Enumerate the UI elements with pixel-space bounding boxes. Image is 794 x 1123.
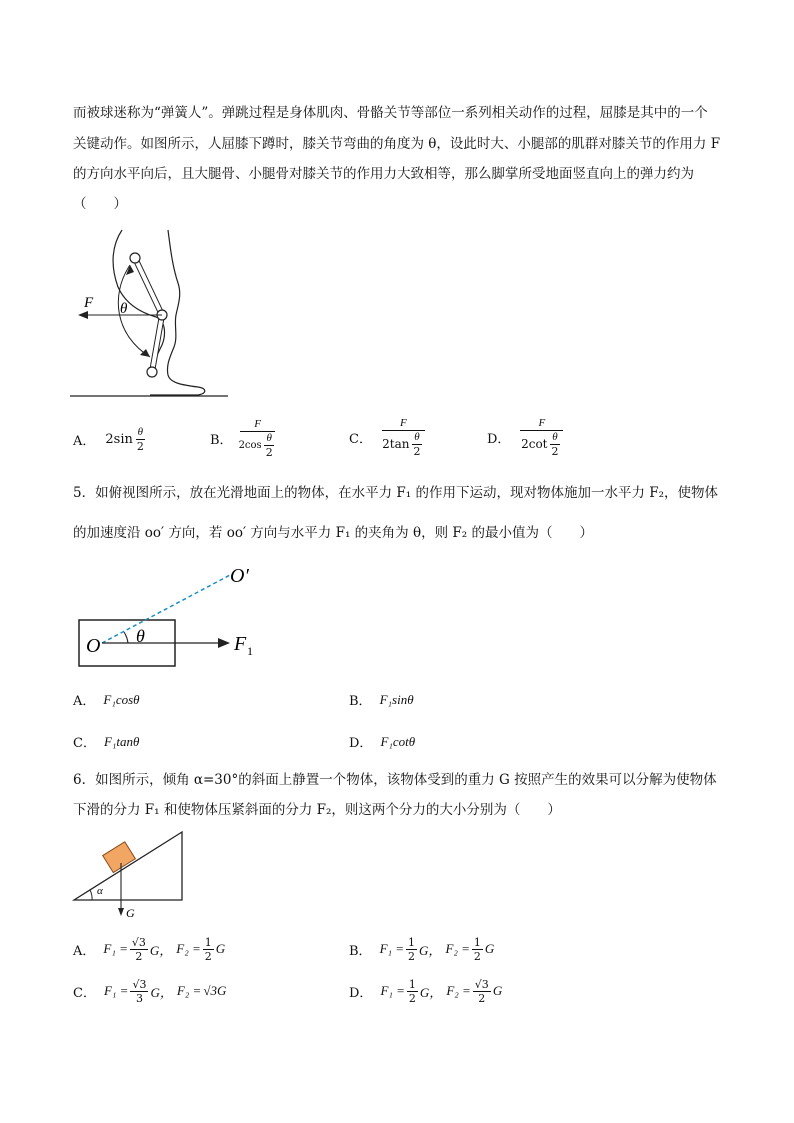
option-c-den-den: 2	[413, 444, 421, 458]
option-letter: C．	[73, 736, 96, 751]
option-c-text: F₁tanθ	[103, 733, 140, 749]
option-d-f2: F₂ =	[446, 983, 471, 998]
q6-option-d[interactable]	[349, 974, 502, 1008]
option-b-f1: F₁ =	[379, 941, 405, 956]
option-letter: A．	[73, 433, 96, 449]
q4-text-line-3: 的方向水平向后，且大腿骨、小腿骨对膝关节的作用力大致相等，那么脚掌所受地面竖直向上的弹力约为	[73, 166, 694, 182]
q6-text-line-2: 下滑的分力 F₁ 和使物体压紧斜面的分力 F₂，则这两个分力的大小分别为（ ）	[73, 802, 561, 818]
theta-label: θ	[120, 301, 128, 317]
q5-text-line-1: 5．如俯视图所示，放在光滑地面上的物体，在水平力 F₁ 的作用下运动，现对物体施加一水平力 F₂，使物体	[73, 485, 719, 501]
q5-text-line-2: 的加速度沿 oo′ 方向，若 oo′ 方向与水平力 F₁ 的夹角为 θ，则 F₂ 的最小值为（ ）	[73, 525, 593, 541]
option-a-f1-den: 2	[135, 949, 143, 963]
block-on-incline	[103, 842, 136, 873]
option-c-f1-den: 3	[135, 991, 143, 1005]
option-d-f2-tail: G	[492, 983, 503, 998]
q4-option-a[interactable]	[73, 422, 148, 456]
option-b-f1-den: 2	[408, 949, 416, 963]
option-d-den-coef: 2cot	[521, 437, 548, 451]
option-d-num: F	[520, 417, 563, 431]
option-a-f1-num: √3	[131, 935, 146, 949]
option-b-f2: F₂ =	[445, 941, 470, 956]
o-label: O	[86, 635, 101, 657]
option-a-text: F₁cosθ	[103, 691, 140, 707]
option-b-den-coef: 2cos	[238, 439, 262, 451]
q5-option-a[interactable]	[73, 690, 140, 709]
q6-option-b[interactable]	[349, 932, 494, 966]
option-d-den-num: θ	[552, 430, 558, 443]
option-b-f2-den: 2	[473, 949, 481, 963]
option-letter: D．	[349, 736, 373, 751]
option-letter: A．	[73, 694, 96, 709]
option-c-f2: F₂ =	[176, 983, 202, 998]
option-letter: A．	[73, 943, 96, 959]
q4-option-d[interactable]	[487, 412, 565, 462]
option-letter: C．	[73, 985, 96, 1001]
hip-joint	[130, 253, 140, 263]
option-c-num: F	[382, 417, 425, 431]
q4-option-b[interactable]	[210, 416, 279, 460]
q4-leg-figure	[70, 225, 230, 400]
q5-option-d[interactable]	[349, 732, 415, 751]
force-label: F	[84, 295, 94, 311]
q4-option-c[interactable]	[349, 412, 427, 462]
f1-subscript: 1	[247, 644, 253, 658]
option-d-f1-tail: G，	[419, 984, 443, 1000]
option-a-den: 2	[136, 439, 144, 453]
ankle-joint	[147, 367, 157, 377]
incline-triangle	[74, 832, 182, 900]
f1-label: F	[234, 633, 247, 655]
option-d-den-den: 2	[551, 444, 559, 458]
alpha-arc	[90, 890, 92, 900]
q5-top-view-figure	[70, 560, 270, 672]
option-letter: D．	[487, 431, 511, 447]
force-arrow-head	[78, 311, 88, 319]
option-d-f1: F₁ =	[380, 983, 405, 998]
q5-option-c[interactable]	[73, 732, 139, 751]
option-letter: C．	[349, 431, 372, 447]
option-c-f2-text: √3G	[203, 983, 227, 998]
option-d-f2-den: 2	[478, 991, 486, 1005]
alpha-label: α	[97, 885, 103, 897]
option-d-f1-num: 1	[408, 977, 416, 991]
option-d-f2-num: √3	[474, 977, 489, 991]
q6-incline-figure	[70, 828, 190, 924]
option-c-f1-tail: G，	[150, 984, 173, 1000]
option-b-den-num: θ	[266, 431, 272, 444]
option-c-f1: F₁ =	[103, 983, 129, 998]
option-b-f1-tail: G，	[419, 942, 442, 958]
option-b-text: F₁sinθ	[379, 691, 414, 707]
g-label: G	[126, 906, 135, 920]
q6-text-line-1: 6．如图所示，倾角 α=30°的斜面上静置一个物体，该物体受到的重力 G 按照产生的效果可以分解为使物体	[73, 772, 717, 788]
option-a-f2: F₂ =	[176, 941, 201, 956]
option-b-den-den: 2	[265, 445, 273, 459]
option-letter: B．	[349, 943, 372, 959]
option-letter: B．	[210, 432, 233, 448]
q4-text-line-2: 关键动作。如图所示，人屈膝下蹲时，膝关节弯曲的角度为 θ，设此时大、小腿部的肌群对膝关节的作用力 F	[73, 136, 721, 152]
option-b-f2-num: 1	[473, 935, 481, 949]
option-b-f2-tail: G	[484, 941, 495, 956]
option-a-num: θ	[137, 425, 144, 438]
q6-option-a[interactable]	[73, 932, 225, 966]
f1-arrow-head	[218, 638, 230, 648]
option-d-f1-den: 2	[408, 991, 416, 1005]
q6-option-c[interactable]	[73, 974, 226, 1008]
option-letter: B．	[349, 694, 372, 709]
option-c-f1-num: √3	[132, 977, 147, 991]
option-c-den-num: θ	[414, 430, 420, 443]
o-prime-label: O′	[230, 565, 249, 587]
q4-text-line-1: 而被球迷称为“弹簧人”。弹跳过程是身体肌肉、骨骼关节等部位一系列相关动作的过程，屈膝是其中的一个	[73, 105, 708, 121]
option-c-den-coef: 2tan	[382, 437, 410, 451]
q4-text-line-4: （ ）	[73, 196, 127, 212]
theta-label: θ	[136, 626, 145, 646]
option-a-f2-tail: G	[215, 941, 226, 956]
q5-option-b[interactable]	[349, 690, 414, 709]
option-letter: D．	[349, 985, 373, 1001]
option-d-text: F₁cotθ	[380, 733, 416, 749]
option-a-f1: F₁ =	[103, 941, 128, 956]
option-b-f1-num: 1	[408, 935, 416, 949]
option-a-coef: 2sin	[105, 431, 133, 447]
option-a-f2-num: 1	[204, 935, 212, 949]
option-a-f1-tail: G，	[149, 942, 173, 958]
option-b-num: F	[240, 418, 275, 432]
option-a-f2-den: 2	[204, 949, 212, 963]
